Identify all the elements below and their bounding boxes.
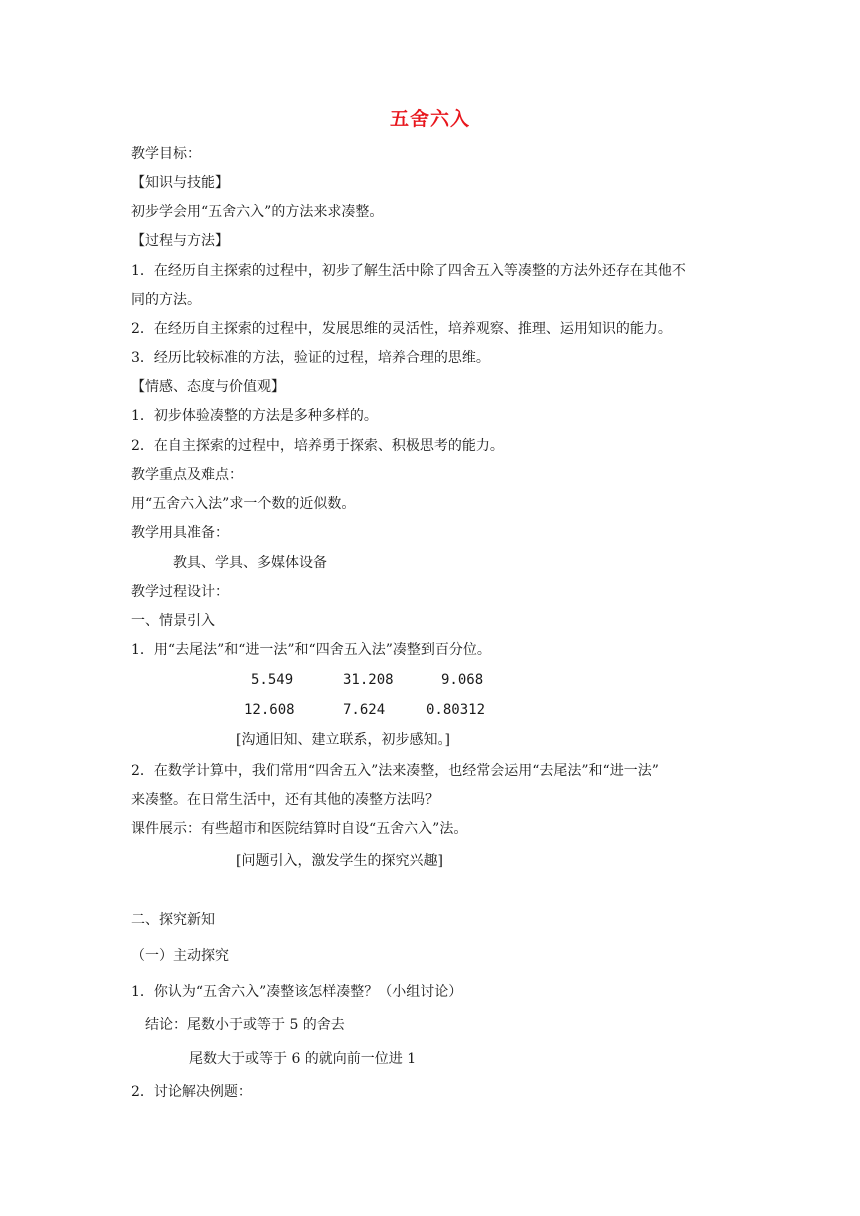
section-knowledge-skills: 【知识与技能】 (131, 175, 229, 191)
paragraph: 初步学会用“五舍六入”的方法来求凑整。 (131, 204, 384, 220)
subsection-active-explore: （一）主动探究 (131, 948, 229, 964)
number-cell: 12.608 (244, 702, 295, 718)
section-process-method: 【过程与方法】 (131, 233, 229, 249)
section-emotion-values: 【情感、态度与价值观】 (131, 379, 285, 395)
paragraph: 2．讨论解决例题： (131, 1084, 252, 1100)
heading-teaching-goals: 教学目标： (131, 146, 201, 162)
conclusion-line: 尾数大于或等于 6 的就向前一位进 1 (189, 1051, 417, 1067)
paragraph: 用“五舍六入法”求一个数的近似数。 (131, 496, 356, 512)
section-explore-new: 二、探究新知 (131, 912, 215, 928)
conclusion-line: 结论：尾数小于或等于 5 的舍去 (145, 1017, 345, 1033)
heading-teaching-tools: 教学用具准备： (131, 525, 229, 541)
paragraph: 1．在经历自主探索的过程中，初步了解生活中除了四舍五入等凑整的方法外还存在其他不 (131, 263, 686, 279)
paragraph: 2．在数学计算中，我们常用“四舍五入”法来凑整，也经常会运用“去尾法”和“进一法” (131, 763, 659, 779)
paragraph: 2．在自主探索的过程中，培养勇于探索、积极思考的能力。 (131, 438, 504, 454)
paragraph: 同的方法。 (131, 292, 201, 308)
heading-key-points: 教学重点及难点： (131, 467, 243, 483)
page-title: 五舍六入 (389, 108, 470, 130)
paragraph: 2．在经历自主探索的过程中，发展思维的灵活性，培养观察、推理、运用知识的能力。 (131, 321, 672, 337)
number-cell: 9.068 (441, 672, 484, 688)
paragraph: 1．用“去尾法”和“进一法”和“四舍五入法”凑整到百分位。 (131, 642, 491, 658)
paragraph: 教具、学具、多媒体设备 (173, 555, 327, 571)
annotation: [问题引入，激发学生的探究兴趣] (236, 853, 443, 869)
paragraph: 1．初步体验凑整的方法是多种多样的。 (131, 408, 378, 424)
number-cell: 5.549 (251, 672, 294, 688)
annotation: [沟通旧知、建立联系，初步感知。] (236, 732, 450, 748)
number-cell: 0.80312 (426, 702, 486, 718)
section-scenario-intro: 一、情景引入 (131, 613, 215, 629)
paragraph: 1．你认为“五舍六入”凑整该怎样凑整？（小组讨论） (131, 984, 463, 1000)
paragraph: 3．经历比较标准的方法，验证的过程，培养合理的思维。 (131, 350, 490, 366)
number-cell: 7.624 (343, 702, 386, 718)
paragraph: 来凑整。在日常生活中，还有其他的凑整方法吗？ (131, 792, 439, 808)
paragraph: 课件展示：有些超市和医院结算时自设“五舍六入”法。 (131, 821, 468, 837)
number-cell: 31.208 (343, 672, 394, 688)
heading-process-design: 教学过程设计： (131, 584, 229, 600)
